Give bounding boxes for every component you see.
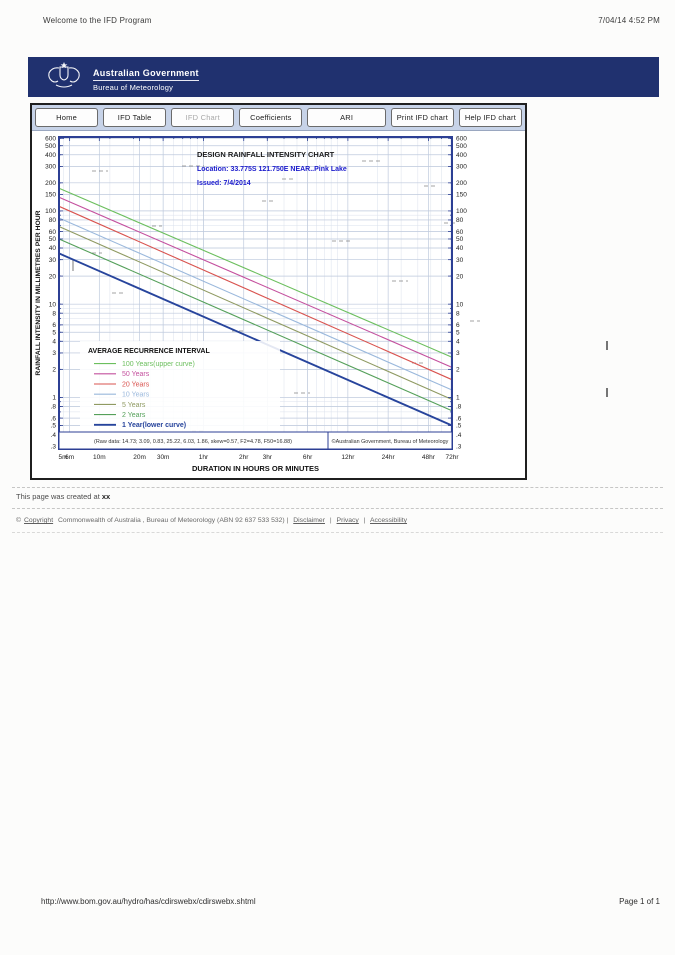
series-line-0: [59, 188, 452, 357]
x-tick-label: 6m: [65, 454, 75, 461]
print-footer-page-number: Page 1 of 1: [619, 897, 660, 906]
australian-coat-of-arms-icon: [44, 61, 84, 93]
chart-issued: Issued: 7/4/2014: [197, 180, 251, 187]
copyright-link[interactable]: Copyright: [24, 517, 54, 524]
y-tick-label-right: 2: [456, 366, 460, 374]
gov-banner-government: Australian Government: [93, 68, 199, 81]
y-tick-label-left: 40: [48, 245, 56, 253]
legend-entry-label: 20 Years: [122, 381, 150, 389]
scan-artifact-mark: [606, 388, 608, 397]
y-tick-label-right: 50: [456, 236, 464, 244]
y-tick-label-right: 8: [456, 310, 460, 318]
y-tick-label-left: 1: [52, 394, 56, 402]
y-tick-label-left: 6: [52, 322, 56, 330]
y-tick-label-right: .8: [456, 403, 462, 411]
legend-title: AVERAGE RECURRENCE INTERVAL: [88, 348, 210, 355]
x-tick-label: 24hr: [381, 454, 395, 461]
legend-entry-label: 100 Years(upper curve): [122, 361, 195, 368]
y-tick-label-right: 300: [456, 163, 467, 171]
y-tick-label-right: .6: [456, 415, 462, 423]
y-tick-label-left: .6: [50, 415, 56, 423]
y-tick-label-right: 5: [456, 329, 460, 337]
page-created-text: This page was created at: [16, 492, 100, 501]
y-tick-label-left: 80: [48, 217, 56, 225]
y-tick-label-left: 300: [45, 163, 56, 171]
page-created-line: [16, 492, 110, 501]
y-tick-label-right: 80: [456, 217, 464, 225]
y-tick-label-right: 400: [456, 151, 467, 159]
y-tick-label-left: .8: [50, 403, 56, 411]
x-tick-label: 2hr: [239, 454, 249, 461]
y-tick-label-right: 150: [456, 191, 467, 199]
print-footer-url: http://www.bom.gov.au/hydro/has/cdirswebx/cdirswebx.shtml: [41, 897, 256, 906]
y-tick-label-left: 10: [48, 301, 56, 309]
y-tick-label-right: 200: [456, 180, 467, 188]
copyright-separator: |: [363, 517, 366, 524]
x-tick-label: 30m: [156, 454, 170, 461]
y-tick-label-left: 150: [45, 191, 56, 199]
y-tick-label-left: 50: [48, 236, 56, 244]
tab-home[interactable]: Home: [35, 108, 98, 127]
y-tick-label-left: .5: [50, 422, 56, 430]
y-tick-label-right: 500: [456, 142, 467, 150]
raw-data-footnote: (Raw data: 14.73; 3.09, 0.83, 25.22, 6.03, 1.86, skew=0.57, F2=4.78, F50=16.88): [94, 439, 292, 445]
y-tick-label-right: .4: [456, 431, 462, 439]
y-tick-label-left: .4: [50, 431, 56, 439]
y-tick-label-right: 40: [456, 245, 464, 253]
y-tick-label-right: 1: [456, 394, 460, 402]
x-tick-label: 10m: [92, 454, 106, 461]
x-tick-label: 1hr: [198, 454, 209, 461]
y-tick-label-right: 60: [456, 228, 464, 236]
x-tick-label: 12hr: [341, 454, 355, 461]
chart-copyright-footnote: ©Australian Government, Bureau of Meteorology: [331, 439, 449, 445]
y-tick-label-right: 6: [456, 322, 460, 330]
x-tick-label: 20m: [133, 454, 146, 461]
scan-artifact-line: [12, 508, 663, 509]
y-tick-label-left: 600: [45, 135, 56, 143]
y-tick-label-right: 4: [456, 338, 460, 346]
privacy-link[interactable]: Privacy: [336, 517, 359, 524]
legend-entry-label: 2 Years: [122, 412, 146, 419]
y-tick-label-right: 20: [456, 273, 464, 281]
scan-artifact-line: [12, 487, 663, 488]
y-tick-label-left: 30: [48, 256, 56, 264]
accessibility-link[interactable]: Accessibility: [370, 517, 408, 524]
content-box: [30, 103, 527, 480]
copyright-separator: |: [329, 517, 332, 524]
gov-banner: [28, 57, 659, 97]
x-tick-label: 72hr: [445, 454, 459, 461]
y-tick-label-left: .3: [50, 443, 56, 451]
copyright-text: Commonwealth of Australia , Bureau of Meteorology (ABN 92 637 533 532) |: [58, 517, 289, 524]
y-tick-label-left: 2: [52, 366, 56, 374]
y-tick-label-right: 600: [456, 135, 467, 143]
x-tick-label: 3hr: [262, 454, 272, 461]
y-tick-label-left: 20: [48, 273, 56, 281]
print-header-title: Welcome to the IFD Program: [43, 16, 152, 25]
tab-coefficients[interactable]: Coefficients: [239, 108, 302, 127]
ifd-chart-svg: [32, 131, 525, 478]
gov-banner-bureau: Bureau of Meteorology: [93, 82, 174, 92]
y-tick-label-left: 4: [52, 338, 56, 346]
legend-entry-label: 10 Years: [122, 391, 150, 399]
legend-entry-label: 5 Years: [122, 401, 146, 409]
copyright-symbol: ©: [16, 517, 22, 524]
scan-artifact-line: [12, 532, 663, 533]
chart-title: DESIGN RAINFALL INTENSITY CHART: [197, 150, 335, 159]
page-created-value: xx: [101, 492, 111, 501]
chart-location: Location: 33.775S 121.750E NEAR..Pink Lake: [197, 166, 347, 173]
y-tick-label-right: 3: [456, 350, 460, 358]
y-tick-label-right: .5: [456, 422, 462, 430]
chart-legend: [80, 341, 280, 433]
y-tick-label-right: 30: [456, 256, 464, 264]
footer-copyright-line: [16, 517, 410, 524]
scan-artifact-mark: [606, 341, 608, 350]
y-tick-label-left: 400: [45, 151, 56, 159]
y-tick-label-right: .3: [456, 443, 462, 451]
chart-footnote-strip: [59, 432, 452, 449]
y-tick-label-right: 10: [456, 301, 464, 309]
print-header-timestamp: 7/04/14 4:52 PM: [598, 16, 660, 25]
gov-banner-text: [93, 63, 199, 92]
axis-title-y: RAINFALL INTENSITY IN MILLIMETRES PER HOUR: [35, 210, 42, 376]
y-tick-label-left: 60: [48, 228, 56, 236]
tab-ifd-table[interactable]: IFD Table: [103, 108, 166, 127]
x-tick-label: 48hr: [421, 454, 435, 461]
legend-entry-label: 50 Years: [122, 371, 150, 379]
tab-ari[interactable]: ARI: [307, 108, 385, 127]
y-tick-label-left: 100: [45, 208, 56, 216]
legend-entry-label: 1 Year(lower curve): [122, 422, 187, 430]
y-tick-label-left: 500: [45, 142, 56, 150]
axis-title-x: DURATION IN HOURS OR MINUTES: [192, 464, 319, 473]
y-tick-label-left: 200: [45, 180, 56, 188]
tab-help-ifd-chart[interactable]: Help IFD chart: [459, 108, 522, 127]
tab-ifd-chart: IFD Chart: [171, 108, 234, 127]
y-tick-label-right: 100: [456, 208, 467, 216]
y-tick-label-left: 8: [52, 310, 56, 318]
y-tick-label-left: 3: [52, 350, 56, 358]
x-tick-label: 6hr: [302, 454, 313, 461]
y-tick-label-left: 5: [52, 329, 56, 337]
tab-print-ifd-chart[interactable]: Print IFD chart: [391, 108, 454, 127]
nav-bar: [32, 105, 525, 131]
x-tick-label: 5m: [58, 454, 68, 461]
disclaimer-link[interactable]: Disclaimer: [293, 517, 325, 524]
